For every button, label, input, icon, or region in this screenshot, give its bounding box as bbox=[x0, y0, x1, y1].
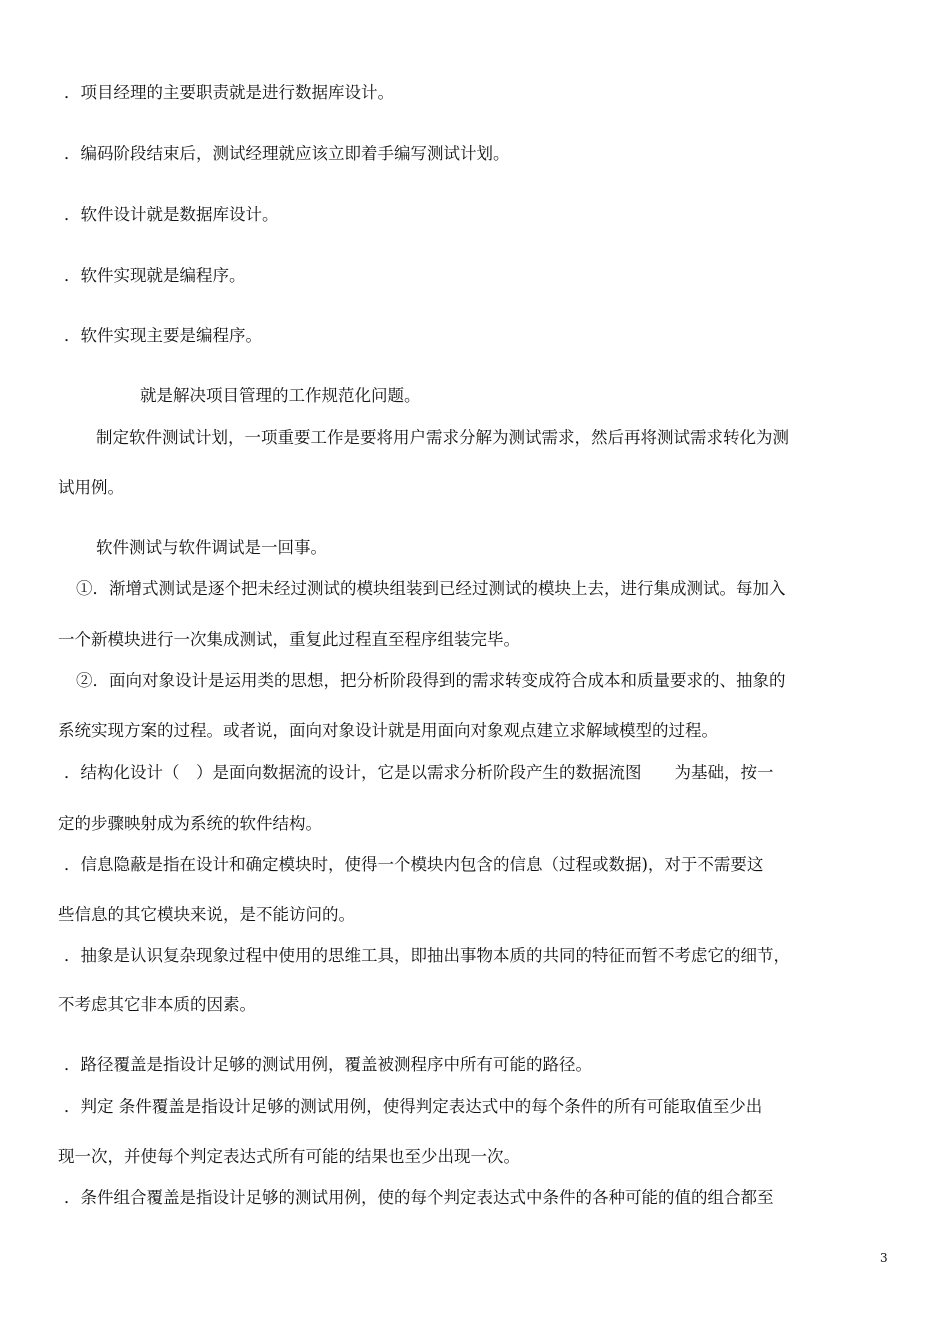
text-line-16: ．信息隐蔽是指在设计和确定模块时，使得一个模块内包含的信息（过程或数据)，对于不需要这 bbox=[64, 855, 764, 874]
text-line-11: 一个新模块进行一次集成测试，重复此过程直至程序组装完毕。 bbox=[58, 630, 520, 649]
text-line-4: ．软件实现就是编程序。 bbox=[64, 266, 246, 285]
page-number: 3 bbox=[880, 1251, 888, 1265]
text-line-17: 些信息的其它模块来说，是不能访问的。 bbox=[58, 905, 355, 924]
text-line-1: ．项目经理的主要职责就是进行数据库设计。 bbox=[64, 83, 394, 102]
text-line-5: ．软件实现主要是编程序。 bbox=[64, 326, 262, 345]
text-line-3: ．软件设计就是数据库设计。 bbox=[64, 205, 279, 224]
text-line-10: ①．渐增式测试是逐个把未经过测试的模块组装到已经过测试的模块上去，进行集成测试。每加入 bbox=[76, 579, 786, 598]
text-line-7: 制定软件测试计划，一项重要工作是要将用户需求分解为测试需求，然后再将测试需求转化为测 bbox=[96, 428, 789, 447]
text-line-21: ．判定 条件覆盖是指设计足够的测试用例，使得判定表达式中的每个条件的所有可能取值至少出 bbox=[64, 1097, 763, 1116]
text-line-6: 就是解决项目管理的工作规范化问题。 bbox=[140, 386, 421, 405]
text-line-22: 现一次，并使每个判定表达式所有可能的结果也至少出现一次。 bbox=[58, 1147, 520, 1166]
text-line-14: ．结构化设计（ ）是面向数据流的设计，它是以需求分析阶段产生的数据流图 为基础，按一 bbox=[64, 763, 774, 782]
text-line-8: 试用例。 bbox=[58, 478, 124, 497]
text-line-18: ．抽象是认识复杂现象过程中使用的思维工具，即抽出事物本质的共同的特征而暂不考虑它的细节， bbox=[64, 946, 790, 965]
text-line-20: ．路径覆盖是指设计足够的测试用例，覆盖被测程序中所有可能的路径。 bbox=[64, 1055, 592, 1074]
text-line-23: ．条件组合覆盖是指设计足够的测试用例，使的每个判定表达式中条件的各种可能的值的组合都至 bbox=[64, 1188, 774, 1207]
text-line-2: ．编码阶段结束后，测试经理就应该立即着手编写测试计划。 bbox=[64, 144, 510, 163]
text-line-15: 定的步骤映射成为系统的软件结构。 bbox=[58, 814, 322, 833]
text-line-19: 不考虑其它非本质的因素。 bbox=[58, 995, 256, 1014]
text-line-9: 软件测试与软件调试是一回事。 bbox=[96, 538, 327, 557]
text-line-13: 系统实现方案的过程。或者说，面向对象设计就是用面向对象观点建立求解域模型的过程。 bbox=[58, 721, 718, 740]
text-line-12: ②．面向对象设计是运用类的思想，把分析阶段得到的需求转变成符合成本和质量要求的、抽象的 bbox=[76, 671, 786, 690]
